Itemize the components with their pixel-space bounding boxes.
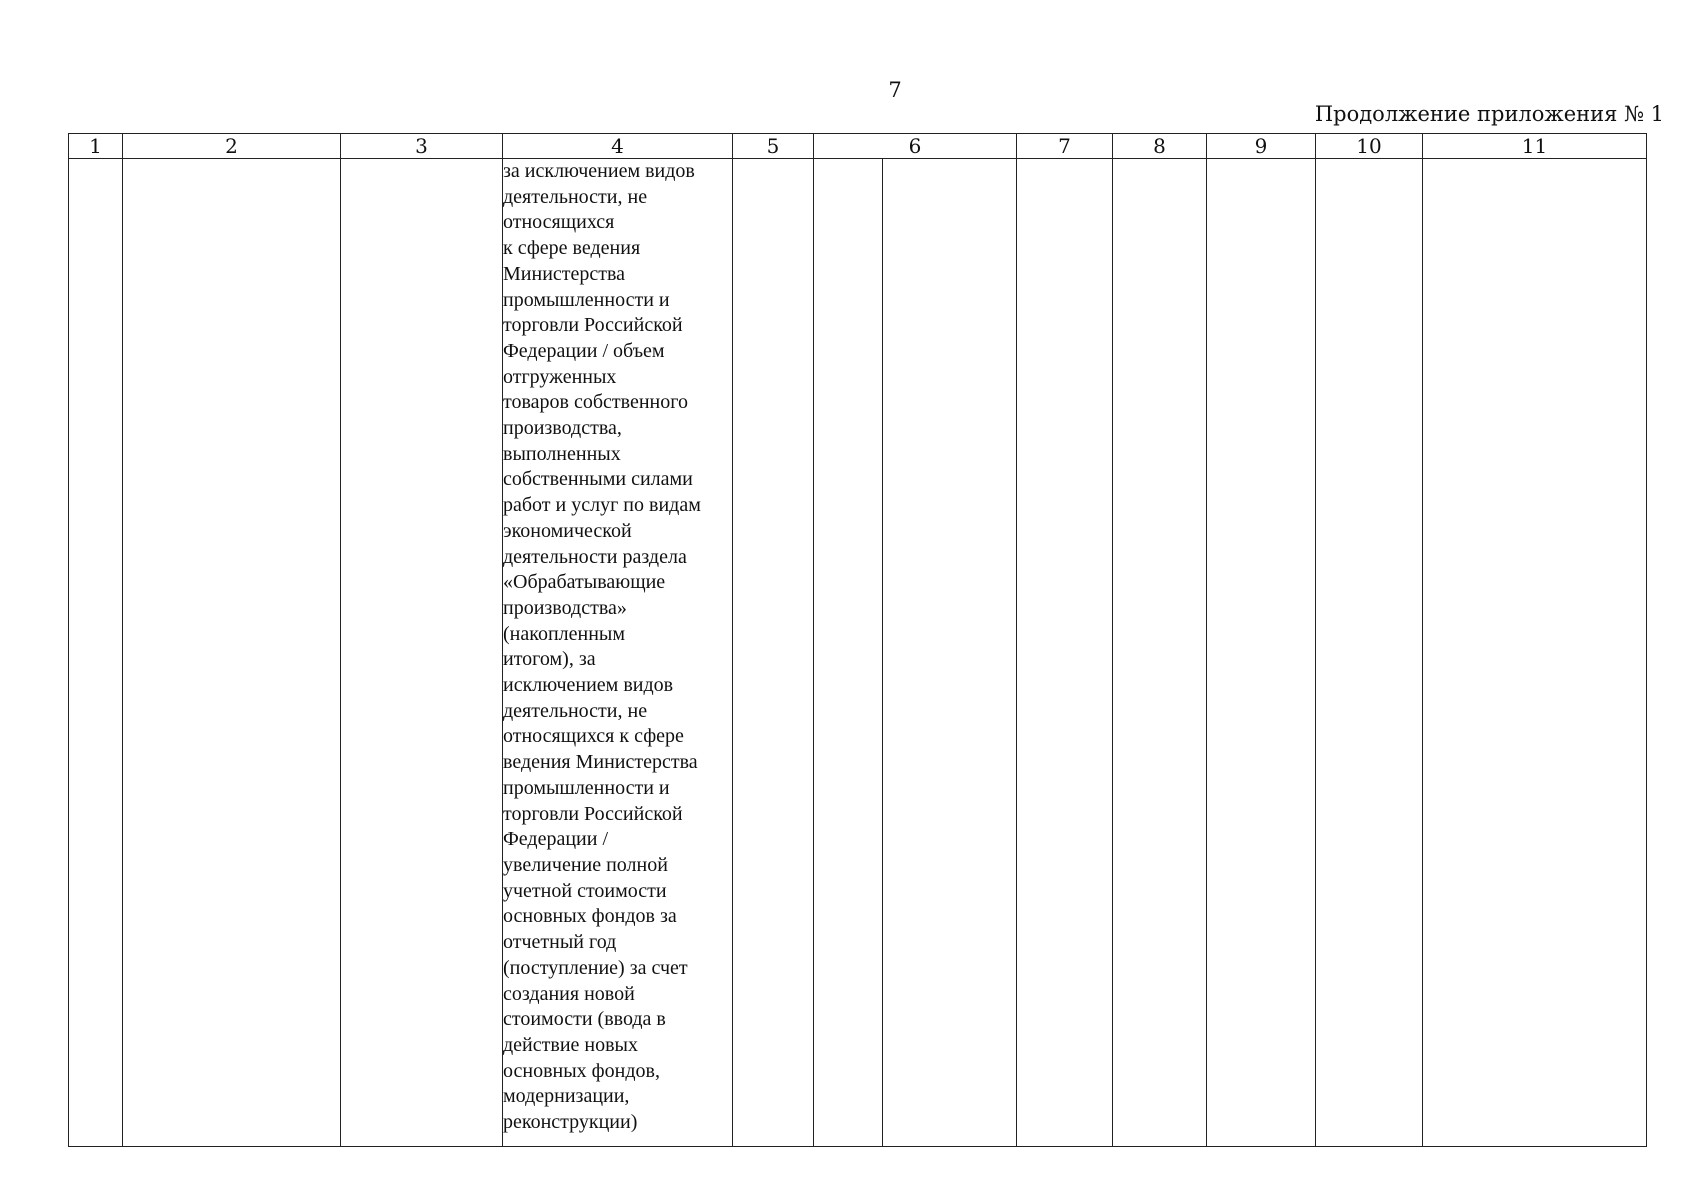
column-header-5: 5 <box>733 134 814 159</box>
cell-col-8 <box>1113 159 1207 1147</box>
column-header-6: 6 <box>814 134 1017 159</box>
cell-col-1 <box>69 159 123 1147</box>
column-header-1: 1 <box>69 134 123 159</box>
column-header-11: 11 <box>1423 134 1647 159</box>
column-header-2: 2 <box>123 134 341 159</box>
column-header-3: 3 <box>341 134 503 159</box>
header-row <box>69 134 1647 159</box>
appendix-table-container <box>68 133 1646 1147</box>
cell-col-2 <box>123 159 341 1147</box>
continuation-label: Продолжение приложения № 1 <box>1314 102 1664 126</box>
column-header-10: 10 <box>1316 134 1423 159</box>
table-row <box>69 159 1647 1147</box>
cell-col-4-description: за исключением видов деятельности, не относящихся к сфере ведения Министерства промышленности и торговли Российской Федерации / объем отгруженных товаров собственного производства, выполненных собственными силами работ и услуг по видам экономической деятельности раздела «Обрабатывающие производства» (накопленным итогом), за исключением видов деятельности, не относящихся к сфере ведения Министерства промышленности и торговли Российской Федерации / увеличение полной учетной стоимости основных фондов за отчетный год (поступление) за счет создания новой стоимости (ввода в действие новых основных фондов, модернизации, реконструкции) <box>503 159 733 1147</box>
cell-col-10 <box>1316 159 1423 1147</box>
cell-col-7 <box>1017 159 1113 1147</box>
column-header-4: 4 <box>503 134 733 159</box>
cell-col-5 <box>733 159 814 1147</box>
column-header-9: 9 <box>1207 134 1316 159</box>
cell-col-3 <box>341 159 503 1147</box>
cell-col-9 <box>1207 159 1316 1147</box>
page-number: 7 <box>888 78 902 102</box>
cell-col-6a <box>814 159 883 1147</box>
column-header-7: 7 <box>1017 134 1113 159</box>
cell-col-6b <box>883 159 1017 1147</box>
column-header-8: 8 <box>1113 134 1207 159</box>
cell-col-11 <box>1423 159 1647 1147</box>
appendix-table <box>68 133 1647 1147</box>
